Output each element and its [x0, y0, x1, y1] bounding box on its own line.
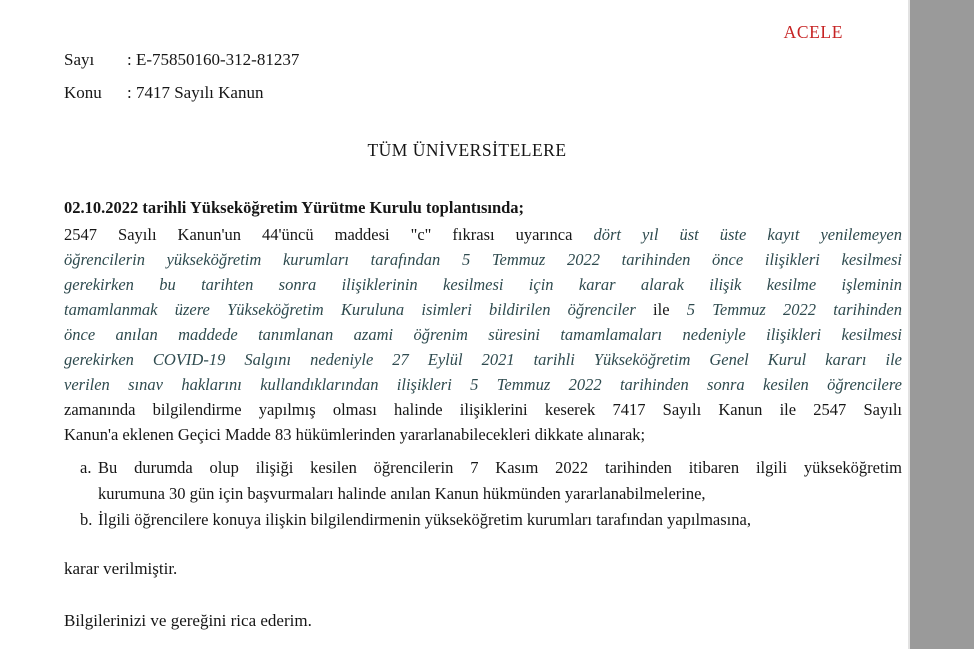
closing-decision: karar verilmiştir. [64, 559, 178, 578]
list-item [80, 455, 902, 507]
italic-text-segment: 5 Temmuz 2022 tarihinden [686, 300, 902, 319]
recipient-line: TÜM ÜNİVERSİTELERE [367, 140, 567, 160]
list-item-line: İlgili öğrencilere konuya ilişkin bilgilendirmenin yükseköğretim kurumları tarafından yapılmasına, [98, 510, 751, 529]
list-marker: b. [80, 510, 93, 529]
urgency-label: ACELE [783, 22, 843, 42]
sayi-row [64, 50, 299, 70]
konu-label: Konu [64, 83, 102, 102]
italic-text-segment: verilen sınav haklarını kullandıklarından ilişikleri 5 Temmuz 2022 tarihinden sonra kesilen öğrencilere [64, 375, 902, 394]
regular-text-segment: Kanun'a eklenen Geçici Madde 83 hükümlerinden yararlanabilecekleri dikkate alınarak; [64, 425, 646, 444]
italic-text-segment: tamamlanmak üzere Yükseköğretim Kuruluna isimleri bildirilen öğrenciler [64, 300, 636, 319]
italic-text-segment: önce anılan maddede tanımlanan azami öğrenim süresini tamamlamaları nedeniyle ilişikleri kesilmesi [64, 325, 902, 344]
list-item [80, 507, 902, 533]
list-item-line: kurumuna 30 gün için başvurmaları halinde anılan Kanun hükmünden yararlanabilmelerine, [98, 484, 706, 503]
decision-heading: 02.10.2022 tarihli Yükseköğretim Yürütme Kurulu toplantısında; [64, 198, 525, 217]
konu-row [64, 83, 263, 103]
paragraph-line [64, 222, 902, 247]
paragraph-line [64, 247, 902, 272]
body-paragraph [64, 222, 902, 447]
regular-text-segment: 2547 Sayılı Kanun'un 44'üncü maddesi "c" fıkrası uyarınca [64, 225, 594, 244]
paragraph-line [64, 297, 902, 322]
italic-text-segment: gerekirken bu tarihten sonra ilişiklerinin kesilmesi için karar alarak ilişik kesilme işleminin [64, 275, 902, 294]
italic-text-segment: gerekirken COVID-19 Salgını nedeniyle 27 Eylül 2021 tarihli Yükseköğretim Genel Kurul kararı ile [64, 350, 902, 369]
sayi-label: Sayı [64, 50, 95, 69]
viewer-gray-strip [908, 0, 974, 649]
italic-text-segment: öğrencilerin yükseköğretim kurumları tarafından 5 Temmuz 2022 tarihinden önce ilişikleri kesilmesi [64, 250, 902, 269]
paragraph-line [64, 322, 902, 347]
list-item-line: Bu durumda olup ilişiği kesilen öğrencilerin 7 Kasım 2022 tarihinden itibaren ilgili yükseköğretim [98, 458, 902, 477]
paragraph-line [64, 372, 902, 397]
paragraph-line [64, 422, 902, 447]
paragraph-line [64, 397, 902, 422]
italic-text-segment: dört yıl üst üste kayıt yenilemeyen [593, 225, 902, 244]
konu-value: : 7417 Sayılı Kanun [127, 83, 264, 102]
regular-text-segment: zamanında bilgilendirme yapılmış olması halinde ilişiklerini keserek 7417 Sayılı Kanun ile 2547 Sayılı [64, 400, 902, 419]
list-marker: a. [80, 458, 92, 477]
decision-list [80, 455, 902, 533]
regular-text-segment: ile [635, 300, 687, 319]
paragraph-line [64, 347, 902, 372]
paragraph-line [64, 272, 902, 297]
sayi-value: : E-75850160-312-81237 [127, 50, 300, 69]
closing-request: Bilgilerinizi ve gereğini rica ederim. [64, 611, 312, 630]
